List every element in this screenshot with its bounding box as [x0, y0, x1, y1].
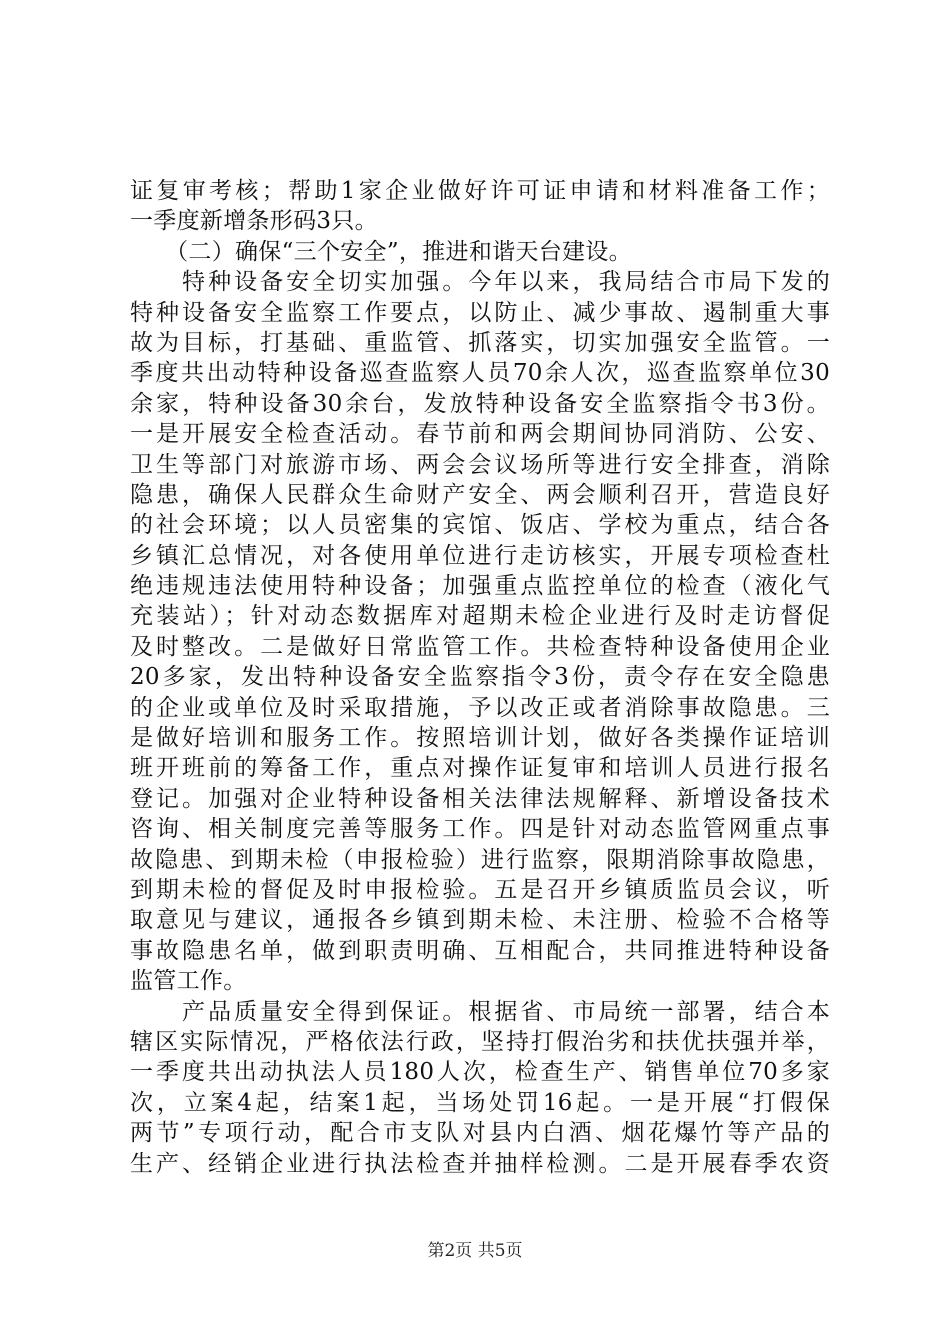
text-line: 取意见与建议，通报各乡镇到期未检、未注册、检验不合格等 [130, 907, 830, 934]
text-line: 咨询、相关制度完善等服务工作。四是针对动态监管网重点事 [130, 816, 830, 843]
text-line: 辖区实际情况，严格依法行政，坚持打假治劣和扶优扶强并举， [130, 1028, 830, 1055]
text-line: 乡镇汇总情况，对各使用单位进行走访核实，开展专项检查杜 [130, 542, 830, 569]
text-line: 故隐患、到期未检（申报检验）进行监察，限期消除事故隐患， [130, 846, 830, 873]
text-line: 次，立案4起，结案1起，当场处罚16起。一是开展“打假保 [130, 1089, 830, 1116]
text-line: 隐患，确保人民群众生命财产安全、两会顺利召开，营造良好 [130, 481, 830, 508]
text-line: 监管工作。 [130, 968, 247, 995]
text-line: 20多家，发出特种设备安全监察指令3份，责令存在安全隐患 [130, 664, 830, 691]
text-line: 绝违规违法使用特种设备；加强重点监控单位的检查（液化气 [130, 573, 830, 600]
text-line: 余家，特种设备30余台，发放特种设备安全监察指令书3份。 [130, 390, 830, 417]
text-line: 两节”专项行动，配合市支队对县内白酒、烟花爆竹等产品的 [130, 1120, 830, 1147]
text-line: 一是开展安全检查活动。春节前和两会期间协同消防、公安、 [130, 421, 830, 448]
text-line: 的企业或单位及时采取措施，予以改正或者消除事故隐患。三 [130, 694, 830, 721]
text-line: 一季度共出动执法人员180人次，检查生产、销售单位70多家 [130, 1059, 830, 1086]
text-line: 特种设备安全监察工作要点，以防止、减少事故、遏制重大事 [130, 299, 830, 326]
text-line: 产品质量安全得到保证。根据省、市局统一部署，结合本 [130, 998, 830, 1025]
text-line: 是做好培训和服务工作。按照培训计划，做好各类操作证培训 [130, 725, 830, 752]
text-line: 生产、经销企业进行执法检查并抽样检测。二是开展春季农资 [130, 1150, 830, 1177]
text-line: 一季度新增条形码3只。 [130, 208, 378, 235]
document-body [130, 176, 830, 1179]
text-line: 季度共出动特种设备巡查监察人员70余人次，巡查监察单位30 [130, 360, 830, 387]
text-line: 的社会环境；以人员密集的宾馆、饭店、学校为重点，结合各 [130, 512, 830, 539]
text-line: 卫生等部门对旅游市场、两会会议场所等进行安全排查，消除 [130, 451, 830, 478]
text-line: （二）确保“三个安全”，推进和谐天台建设。 [130, 238, 632, 265]
text-line: 及时整改。二是做好日常监管工作。共检查特种设备使用企业 [130, 633, 830, 660]
text-line: 事故隐患名单，做到职责明确、互相配合，共同推进特种设备 [130, 937, 830, 964]
text-line: 到期未检的督促及时申报检验。五是召开乡镇质监员会议，听 [130, 876, 830, 903]
text-line: 班开班前的筹备工作，重点对操作证复审和培训人员进行报名 [130, 755, 830, 782]
text-line: 登记。加强对企业特种设备相关法律法规解释、新增设备技术 [130, 785, 830, 812]
text-line: 充装站）；针对动态数据库对超期未检企业进行及时走访督促 [130, 603, 830, 630]
text-line: 故为目标，打基础、重监管、抓落实，切实加强安全监管。一 [130, 329, 830, 356]
text-line: 证复审考核；帮助1家企业做好许可证申请和材料准备工作； [130, 178, 830, 204]
text-line: 特种设备安全切实加强。今年以来，我局结合市局下发的 [130, 269, 830, 296]
page-footer: 第2页 共5页 [427, 1241, 523, 1261]
